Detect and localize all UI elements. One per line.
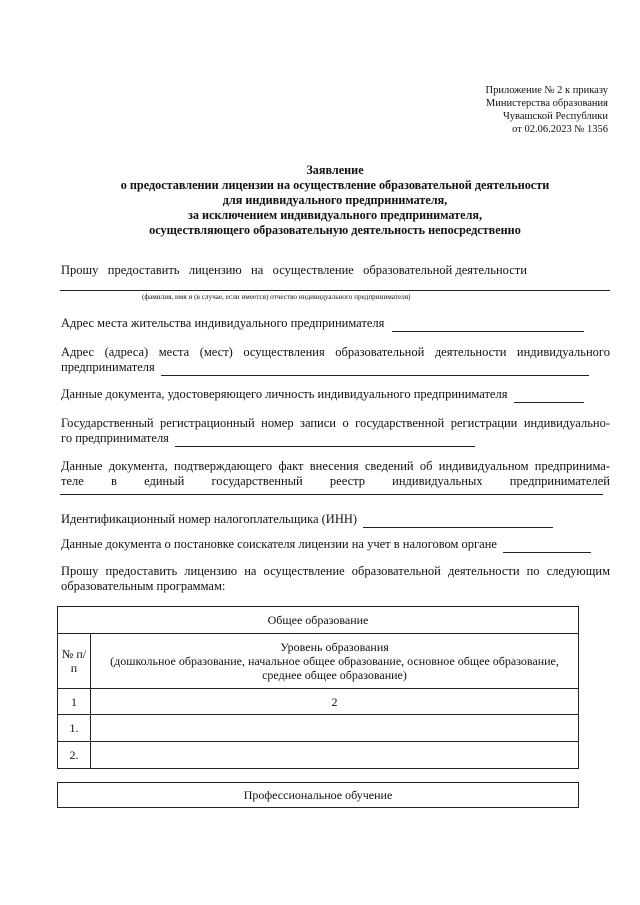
request-text: Прошу предоставить лицензию на осуществление образовательной деятельности (61, 263, 527, 277)
programs-request-line-1: Прошу предоставить лицензию на осуществление образовательной деятельности по следующим (61, 564, 610, 578)
activity-address-input[interactable] (161, 360, 589, 376)
row-level-input[interactable] (91, 742, 579, 769)
title-line-2: о предоставлении лицензии на осуществление образовательной деятельности (120, 178, 550, 192)
professional-training-header: Профессиональное обучение (57, 782, 579, 808)
col-level-hint: (дошкольное образование, начальное общее образование, основное общее образование, среднее общее образование) (110, 654, 559, 682)
tax-registration-label: Данные документа о постановке соискателя лицензии на учет в налоговом органе (61, 537, 497, 551)
tax-registration-field (61, 537, 610, 553)
row-number: 1. (58, 715, 91, 742)
inn-label: Идентификационный номер налогоплательщика (ИНН) (61, 512, 358, 526)
appendix-line-4: от 02.06.2023 № 1356 (512, 124, 608, 135)
activity-address-label-1: Адрес (адреса) места (мест) осуществления образовательной деятельности индивидуального (61, 345, 610, 359)
applicant-name-line[interactable] (60, 290, 610, 291)
title-line-5: осуществляющего образовательную деятельность непосредственно (149, 223, 521, 237)
row-number: 2. (58, 742, 91, 769)
registration-number-label-2: го предпринимателя (61, 431, 169, 445)
inn-input[interactable] (363, 512, 553, 528)
title-line-1: Заявление (306, 163, 364, 177)
identity-document-input[interactable] (514, 387, 584, 403)
general-education-header: Общее образование (58, 607, 579, 634)
row-level-input[interactable] (91, 715, 579, 742)
appendix-line-3: Чувашской Республики (502, 111, 608, 122)
tax-registration-input[interactable] (503, 537, 591, 553)
title-line-3: для индивидуального предпринимателя, (222, 193, 448, 207)
col-level-header (91, 634, 579, 689)
egrip-input-line[interactable] (60, 494, 603, 495)
title-line-4: за исключением индивидуального предпринимателя, (187, 208, 483, 222)
residence-address-label: Адрес места жительства индивидуального предпринимателя (61, 316, 385, 330)
residence-address-input[interactable] (392, 316, 584, 332)
col-level-title: Уровень образования (280, 640, 389, 654)
col-number-header: № п/п (58, 634, 91, 689)
registration-number-input[interactable] (175, 431, 475, 447)
index-cell-1: 1 (58, 689, 91, 715)
egrip-label-2: теле в единый государственный реестр индивидуальных предпринимателей (61, 474, 610, 488)
appendix-reference (486, 84, 609, 136)
table-index-row (58, 689, 579, 715)
general-education-table (57, 606, 579, 769)
activity-address-field (61, 360, 610, 376)
table-row (58, 715, 579, 742)
applicant-name-caption: (фамилия, имя и (в случае, если имеется) отчество индивидуального предпринимателя) (142, 293, 411, 301)
residence-address-field (61, 316, 610, 332)
registration-number-field (61, 431, 610, 447)
appendix-line-2: Министерства образования (485, 98, 608, 109)
registration-number-label-1: Государственный регистрационный номер записи о государственной регистрации индивидуально- (61, 416, 610, 430)
identity-document-label: Данные документа, удостоверяющего личность индивидуального предпринимателя (61, 387, 508, 401)
identity-document-field (61, 387, 610, 403)
appendix-line-1: Приложение № 2 к приказу (485, 85, 608, 96)
table-row (58, 742, 579, 769)
programs-request-line-2: образовательным программам: (61, 579, 226, 593)
document-title (60, 163, 610, 238)
egrip-label-1: Данные документа, подтверждающего факт внесения сведений об индивидуальном предпринима- (61, 459, 610, 473)
activity-address-label-2: предпринимателя (61, 360, 155, 374)
inn-field (61, 512, 610, 528)
index-cell-2: 2 (91, 689, 579, 715)
